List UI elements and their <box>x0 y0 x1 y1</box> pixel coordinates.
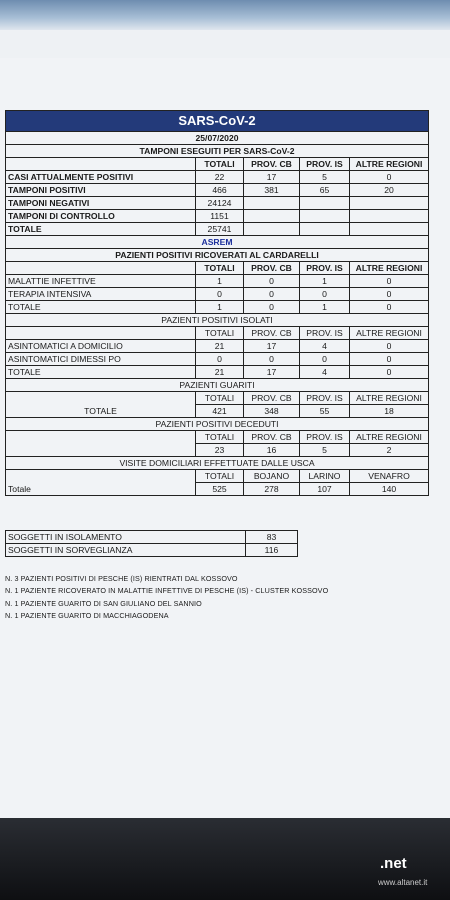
cell-value: 1 <box>196 301 244 314</box>
col-header: PROV. IS <box>300 392 350 405</box>
col-header: TOTALI <box>196 158 244 171</box>
cell-value: 1 <box>300 301 350 314</box>
isolati-heading: PAZIENTI POSITIVI ISOLATI <box>6 314 429 327</box>
cell-value: 348 <box>244 405 300 418</box>
blank-cell <box>6 444 196 457</box>
cell-value: 83 <box>246 531 298 544</box>
row-label: TAMPONI NEGATIVI <box>6 197 196 210</box>
cell-value: 0 <box>196 288 244 301</box>
row-label: TOTALE <box>6 301 196 314</box>
tamponi-heading: TAMPONI ESEGUITI PER SARS-CoV-2 <box>6 145 429 158</box>
soggetti-table <box>5 530 298 557</box>
report-title: SARS-CoV-2 <box>6 111 429 132</box>
table-row <box>6 366 429 379</box>
row-label: CASI ATTUALMENTE POSITIVI <box>6 171 196 184</box>
blank-cell <box>350 210 429 223</box>
cell-value: 0 <box>350 340 429 353</box>
cell-value: 16 <box>244 444 300 457</box>
cell-value: 0 <box>300 353 350 366</box>
cell-value: 381 <box>244 184 300 197</box>
cell-value: 107 <box>300 483 350 496</box>
table-row <box>6 531 298 544</box>
cell-value: 65 <box>300 184 350 197</box>
col-header: LARINO <box>300 470 350 483</box>
table-row <box>6 301 429 314</box>
table-row <box>6 184 429 197</box>
cell-value: 21 <box>196 340 244 353</box>
row-label: TOTALE <box>6 223 196 236</box>
col-header: PROV. CB <box>244 327 300 340</box>
cell-value: 0 <box>350 301 429 314</box>
row-label: SOGGETTI IN ISOLAMENTO <box>6 531 246 544</box>
col-header: TOTALI <box>196 392 244 405</box>
cell-value: 17 <box>244 171 300 184</box>
cell-value: 24124 <box>196 197 244 210</box>
guariti-heading: PAZIENTI GUARITI <box>6 379 429 392</box>
col-header: ALTRE REGIONI <box>350 431 429 444</box>
cell-value: 1 <box>196 275 244 288</box>
note-item: N. 1 PAZIENTE GUARITO DI MACCHIAGODENA <box>5 610 169 620</box>
blank-cell <box>244 210 300 223</box>
row-label: SOGGETTI IN SORVEGLIANZA <box>6 544 246 557</box>
blank-cell <box>244 197 300 210</box>
blank-cell <box>300 210 350 223</box>
table-row <box>6 353 429 366</box>
notes-list <box>5 573 425 622</box>
blank-cell <box>6 470 196 483</box>
note-item: N. 1 PAZIENTE RICOVERATO IN MALATTIE INFETTIVE DI PESCHE (IS) - CLUSTER KOSSOVO <box>5 586 329 596</box>
cell-value: 0 <box>196 353 244 366</box>
blank-cell <box>6 158 196 171</box>
cell-value: 0 <box>350 275 429 288</box>
blank-cell <box>6 327 196 340</box>
col-header: PROV. CB <box>244 158 300 171</box>
cell-value: 0 <box>350 366 429 379</box>
covid-report-table <box>5 110 429 496</box>
cell-value: 23 <box>196 444 244 457</box>
table-row <box>6 223 429 236</box>
blank-cell <box>6 431 196 444</box>
cell-value: 55 <box>300 405 350 418</box>
cell-value: 20 <box>350 184 429 197</box>
table-row <box>6 444 429 457</box>
cell-value: 0 <box>300 288 350 301</box>
cell-value: 421 <box>196 405 244 418</box>
monitor-top-bar <box>0 0 450 30</box>
cell-value: 4 <box>300 340 350 353</box>
table-row <box>6 197 429 210</box>
row-label: ASINTOMATICI DIMESSI PO <box>6 353 196 366</box>
blank-cell <box>350 197 429 210</box>
cell-value: 17 <box>244 340 300 353</box>
col-header: PROV. CB <box>244 392 300 405</box>
isolati-header-row <box>6 327 429 340</box>
visite-heading: VISITE DOMICILIARI EFFETTUATE DALLE USCA <box>6 457 429 470</box>
blank-cell <box>244 223 300 236</box>
cell-value: 0 <box>350 353 429 366</box>
blank-cell <box>350 223 429 236</box>
cell-value: 0 <box>244 288 300 301</box>
row-label: ASINTOMATICI A DOMICILIO <box>6 340 196 353</box>
table-row <box>6 288 429 301</box>
guariti-header-row <box>6 392 429 405</box>
cell-value: 17 <box>244 366 300 379</box>
blank-cell <box>300 197 350 210</box>
cell-value: 0 <box>244 353 300 366</box>
cell-value: 0 <box>244 301 300 314</box>
col-header: PROV. IS <box>300 431 350 444</box>
ricoverati-heading: PAZIENTI POSITIVI RICOVERATI AL CARDARELLI <box>6 249 429 262</box>
document-ruler <box>0 30 450 59</box>
cell-value: 18 <box>350 405 429 418</box>
cell-value: 1 <box>300 275 350 288</box>
col-header: TOTALI <box>196 470 244 483</box>
col-header: VENAFRO <box>350 470 429 483</box>
col-header: ALTRE REGIONI <box>350 327 429 340</box>
table-row <box>6 340 429 353</box>
ricoverati-header-row <box>6 262 429 275</box>
deceduti-header-row <box>6 431 429 444</box>
col-header: TOTALI <box>196 327 244 340</box>
note-item: N. 3 PAZIENTI POSITIVI DI PESCHE (IS) RIENTRATI DAL KOSSOVO <box>5 574 238 583</box>
col-header: PROV. IS <box>300 262 350 275</box>
cell-value: 1151 <box>196 210 244 223</box>
col-header: PROV. IS <box>300 327 350 340</box>
note-item: N. 1 PAZIENTE GUARITO DI SAN GIULIANO DEL SANNIO <box>5 598 202 608</box>
row-label: TAMPONI POSITIVI <box>6 184 196 197</box>
col-header: PROV. CB <box>244 262 300 275</box>
table-row <box>6 171 429 184</box>
row-label: TERAPIA INTENSIVA <box>6 288 196 301</box>
cell-value: 0 <box>350 171 429 184</box>
row-label: MALATTIE INFETTIVE <box>6 275 196 288</box>
deceduti-heading: PAZIENTI POSITIVI DECEDUTI <box>6 418 429 431</box>
cell-value: 466 <box>196 184 244 197</box>
cell-value: 25741 <box>196 223 244 236</box>
cell-value: 4 <box>300 366 350 379</box>
col-header: TOTALI <box>196 431 244 444</box>
cell-value: 116 <box>246 544 298 557</box>
row-label: TOTALE <box>6 405 196 418</box>
cell-value: 22 <box>196 171 244 184</box>
cell-value: 5 <box>300 171 350 184</box>
cell-value: 5 <box>300 444 350 457</box>
cell-value: 140 <box>350 483 429 496</box>
blank-cell <box>300 223 350 236</box>
col-header: PROV. CB <box>244 431 300 444</box>
tamponi-header-row <box>6 158 429 171</box>
row-label: Totale <box>6 483 196 496</box>
report-date: 25/07/2020 <box>6 132 429 145</box>
cell-value: 21 <box>196 366 244 379</box>
blank-cell <box>6 392 196 405</box>
table-row <box>6 405 429 418</box>
table-row <box>6 483 429 496</box>
col-header: BOJANO <box>244 470 300 483</box>
col-header: ALTRE REGIONI <box>350 392 429 405</box>
col-header: ALTRE REGIONI <box>350 158 429 171</box>
watermark-logo: .net <box>380 855 407 872</box>
cell-value: 0 <box>244 275 300 288</box>
cell-value: 0 <box>350 288 429 301</box>
col-header: TOTALI <box>196 262 244 275</box>
watermark-url: www.altanet.it <box>378 878 428 887</box>
row-label: TOTALE <box>6 366 196 379</box>
cell-value: 2 <box>350 444 429 457</box>
table-row <box>6 544 298 557</box>
col-header: PROV. IS <box>300 158 350 171</box>
cell-value: 525 <box>196 483 244 496</box>
cell-value: 278 <box>244 483 300 496</box>
visite-header-row <box>6 470 429 483</box>
asrem-label: ASREM <box>6 236 429 249</box>
table-row <box>6 275 429 288</box>
col-header: ALTRE REGIONI <box>350 262 429 275</box>
row-label: TAMPONI DI CONTROLLO <box>6 210 196 223</box>
table-row <box>6 210 429 223</box>
blank-cell <box>6 262 196 275</box>
